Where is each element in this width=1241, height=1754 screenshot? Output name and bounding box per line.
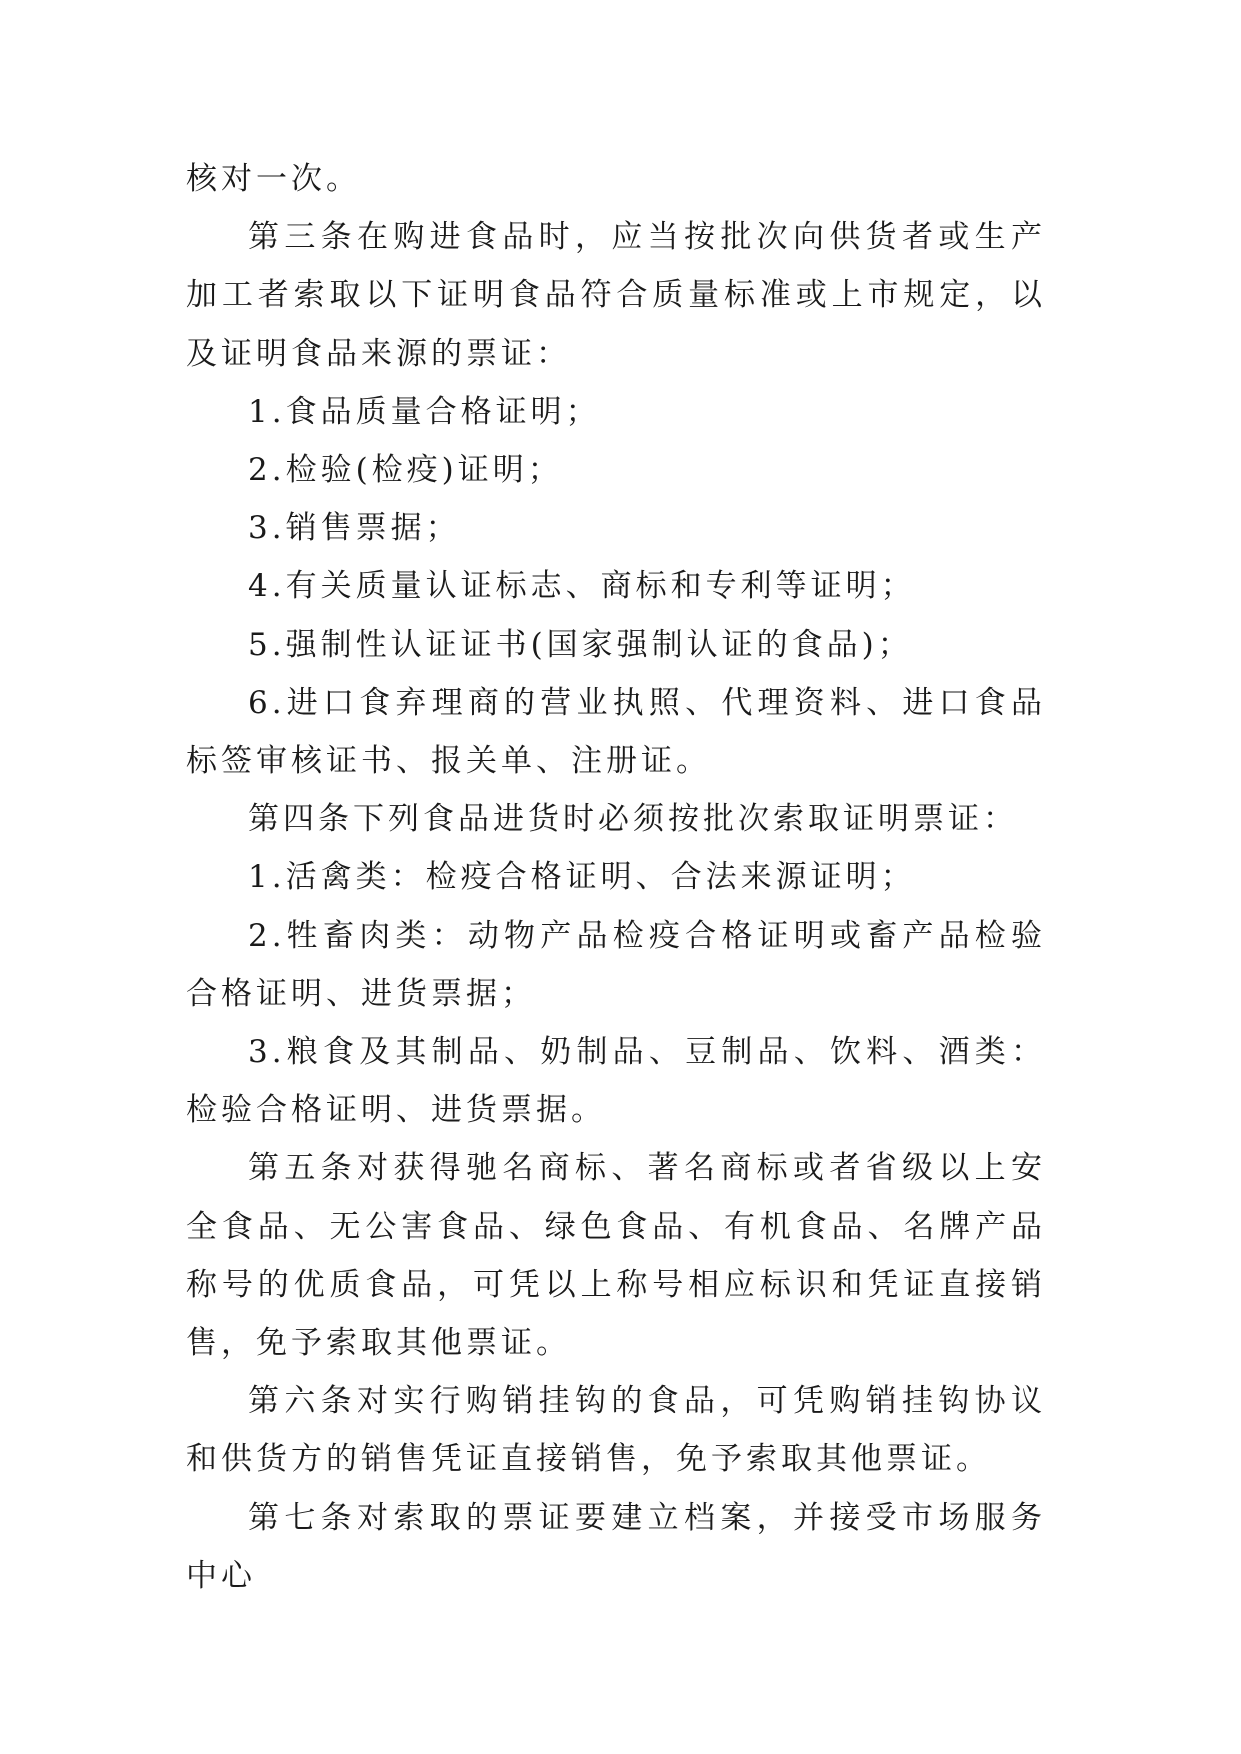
- list-item: 3.粮食及其制品、奶制品、豆制品、饮料、酒类：检验合格证明、进货票据。: [186, 1034, 1046, 1129]
- list-item: 1.食品质量合格证明；: [248, 393, 601, 430]
- list-item: 4.有关质量认证标志、商标和专利等证明；: [248, 568, 916, 605]
- paragraph: 核对一次。: [186, 161, 361, 197]
- article-6-paragraph: 第六条对实行购销挂钩的食品，可凭购销挂钩协议和供货方的销售凭证直接销售，免予索取其他票证。: [186, 1383, 1046, 1478]
- list-item: 3.销售票据；: [248, 510, 461, 547]
- list-item: 6.进口食弃理商的营业执照、代理资料、进口食品标签审核证书、报关单、注册证。: [186, 684, 1046, 780]
- list-item: 1.活禽类：检疫合格证明、合法来源证明；: [248, 859, 916, 896]
- article-5-paragraph: 第五条对获得驰名商标、著名商标或者省级以上安全食品、无公害食品、绿色食品、有机食品、名牌产品称号的优质食品，可凭以上称号相应标识和凭证直接销售，免予索取其他票证。: [186, 1150, 1046, 1362]
- document-body: [186, 150, 1046, 1605]
- list-item: 2.检验(检疫)证明；: [248, 452, 563, 489]
- list-item: 2.牲畜肉类：动物产品检疫合格证明或畜产品检验合格证明、进货票据；: [186, 917, 1046, 1012]
- list-item: 5.强制性认证证书(国家强制认证的食品)；: [248, 626, 913, 663]
- article-4-paragraph: 第四条下列食品进货时必须按批次索取证明票证：: [248, 801, 1018, 838]
- article-7-paragraph: 第七条对索取的票证要建立档案，并接受市场服务中心: [186, 1499, 1046, 1594]
- article-3-paragraph: 第三条在购进食品时，应当按批次向供货者或生产加工者索取以下证明食品符合质量标准或上市规定，以及证明食品来源的票证：: [186, 219, 1046, 372]
